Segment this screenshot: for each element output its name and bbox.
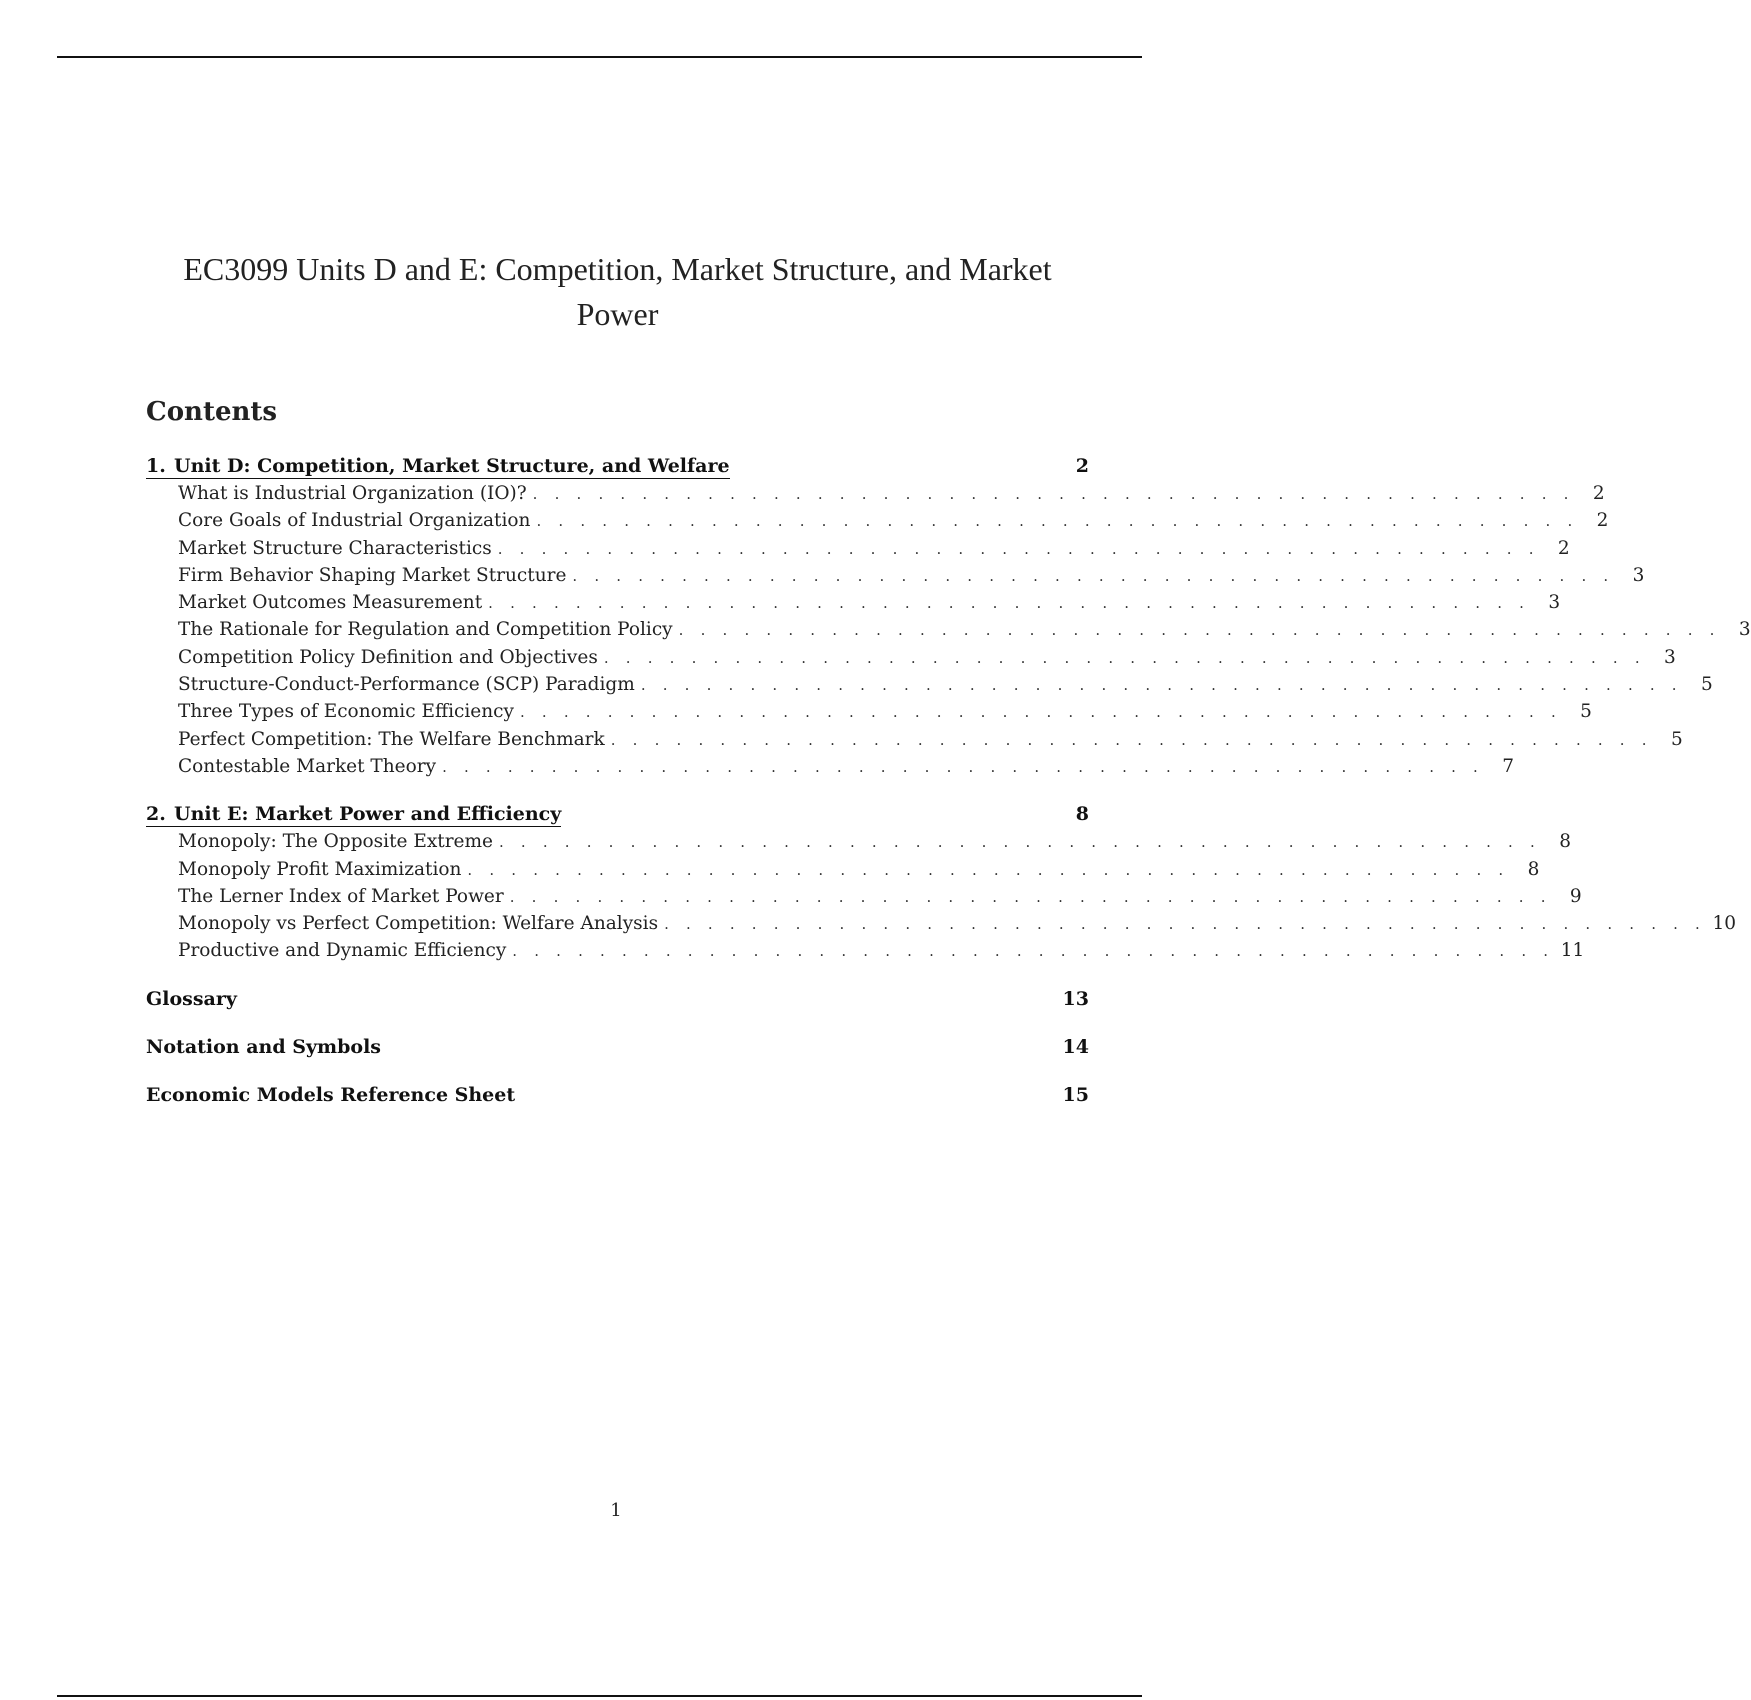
toc-item-title: Productive and Dynamic Efficiency	[178, 940, 507, 962]
document-title: EC3099 Units D and E: Competition, Market Structure, and Market Power	[183, 251, 1052, 333]
toc-glossary[interactable]	[146, 986, 1089, 1013]
toc-section-title: Unit D: Competition, Market Structure, and Welfare	[174, 455, 730, 477]
toc-item-page: 5	[1580, 701, 1592, 723]
toc-section-number: 2.	[146, 803, 166, 826]
toc-section-label	[146, 802, 561, 827]
toc-item-title: Core Goals of Industrial Organization	[178, 510, 531, 532]
toc-item[interactable]	[146, 480, 1605, 507]
toc-section-unit-e-items	[146, 828, 1737, 964]
toc-dot-leader: . . . . . . . . . . . . . . . . . . . . . . . . . . . . . . . . . . . . . . . . . . . . . . . .	[572, 566, 1615, 585]
toc-item-page: 3	[1548, 592, 1561, 614]
toc-item[interactable]	[146, 616, 1751, 643]
toc-section-page: 8	[1075, 803, 1089, 826]
toc-item-title: Market Structure Characteristics	[178, 537, 492, 559]
toc-dot-leader: . . . . . . . . . . . . . . . . . . . . . . . . . . . . . . . . . . . . . . . . . . . . . . . .	[488, 594, 1531, 613]
toc-glossary-title: Glossary	[146, 987, 237, 1010]
toc-reference-sheet[interactable]	[146, 1082, 1089, 1109]
contents-heading: Contents	[146, 397, 278, 427]
toc-item-title: Competition Policy Definition and Objectives	[178, 646, 598, 668]
toc-item[interactable]	[146, 883, 1582, 910]
top-rule	[57, 56, 1142, 58]
toc-dot-leader: . . . . . . . . . . . . . . . . . . . . . . . . . . . . . . . . . . . . . . . . . . . . . . . .	[640, 676, 1683, 695]
toc-item[interactable]	[146, 856, 1540, 883]
toc-item-page: 5	[1670, 728, 1683, 750]
toc-section-unit-d-items	[146, 480, 1751, 780]
toc-item-page: 2	[1592, 483, 1605, 504]
toc-dot-leader: . . . . . . . . . . . . . . . . . . . . . . . . . . . . . . . . . . . . . . . . . . . . . . . .	[519, 703, 1562, 722]
toc-reference-title: Economic Models Reference Sheet	[146, 1083, 516, 1106]
toc-item-page: 5	[1701, 674, 1713, 696]
toc-item[interactable]	[146, 910, 1737, 937]
toc-item-title: The Rationale for Regulation and Competition Policy	[178, 619, 673, 641]
toc-item-title: Perfect Competition: The Welfare Benchmark	[178, 728, 605, 750]
bottom-rule	[57, 1695, 1142, 1697]
toc-item[interactable]	[146, 937, 1585, 964]
toc-dot-leader: . . . . . . . . . . . . . . . . . . . . . . . . . . . . . . . . . . . . . . . . . . . . . . . .	[603, 648, 1646, 667]
toc-section-title: Unit E: Market Power and Efficiency	[174, 803, 562, 826]
toc-section-label	[146, 454, 730, 479]
toc-item-title: Market Outcomes Measurement	[178, 592, 483, 614]
toc-item-page: 10	[1712, 913, 1737, 935]
toc-item[interactable]	[146, 753, 1515, 780]
toc-dot-leader: . . . . . . . . . . . . . . . . . . . . . . . . . . . . . . . . . . . . . . . . . . . . . . . .	[678, 621, 1721, 640]
toc-item-title: Monopoly Profit Maximization	[178, 858, 462, 880]
toc-item-page: 9	[1569, 885, 1582, 907]
toc-item-title: Contestable Market Theory	[178, 755, 437, 777]
toc-dot-leader: . . . . . . . . . . . . . . . . . . . . . . . . . . . . . . . . . . . . . . . . . . . . . . . .	[499, 833, 1541, 852]
toc-glossary-page: 13	[1062, 987, 1089, 1010]
toc-item[interactable]	[146, 562, 1645, 589]
toc-item[interactable]	[146, 698, 1592, 725]
toc-section-unit-d[interactable]	[146, 453, 1089, 480]
toc-item-page: 7	[1502, 755, 1515, 777]
toc-item-title: Three Types of Economic Efficiency	[178, 701, 514, 723]
toc-dot-leader: . . . . . . . . . . . . . . . . . . . . . . . . . . . . . . . . . . . . . . . . . . . . . . . .	[664, 915, 1707, 934]
toc-item-title: The Lerner Index of Market Power	[178, 885, 504, 907]
toc-section-page: 2	[1075, 455, 1089, 477]
toc-section-unit-e[interactable]	[146, 801, 1089, 828]
toc-dot-leader: . . . . . . . . . . . . . . . . . . . . . . . . . . . . . . . . . . . . . . . . . . . . . . . .	[536, 512, 1579, 531]
toc-item[interactable]	[146, 589, 1561, 616]
toc-dot-leader: . . . . . . . . . . . . . . . . . . . . . . . . . . . . . . . . . . . . . . . . . . . . . . . .	[442, 757, 1485, 776]
toc-dot-leader: . . . . . . . . . . . . . . . . . . . . . . . . . . . . . . . . . . . . . . . . . . . . . . . .	[467, 860, 1510, 879]
toc-item-page: 2	[1557, 537, 1570, 559]
toc-item[interactable]	[146, 726, 1683, 753]
toc-section-number: 1.	[146, 455, 166, 477]
toc-dot-leader: . . . . . . . . . . . . . . . . . . . . . . . . . . . . . . . . . . . . . . . . . . . . . . . .	[509, 887, 1552, 906]
toc-reference-page: 15	[1062, 1083, 1089, 1106]
toc-item-page: 11	[1560, 940, 1585, 962]
toc-item-page: 3	[1632, 564, 1645, 586]
toc-item-page: 3	[1664, 646, 1676, 668]
toc-item-page: 8	[1559, 831, 1571, 853]
toc-item[interactable]	[146, 671, 1713, 698]
toc-item[interactable]	[146, 828, 1571, 855]
toc-item-title: Monopoly vs Perfect Competition: Welfare Analysis	[178, 913, 659, 935]
toc-item-title: Structure-Conduct-Performance (SCP) Paradigm	[178, 674, 635, 696]
toc-notation-page: 14	[1062, 1035, 1089, 1058]
toc-notation-title: Notation and Symbols	[146, 1035, 381, 1058]
toc-item-title: What is Industrial Organization (IO)?	[178, 483, 527, 504]
toc-item[interactable]	[146, 644, 1676, 671]
toc-item-page: 2	[1596, 510, 1609, 532]
toc-item[interactable]	[146, 507, 1609, 534]
toc-item-page: 8	[1527, 858, 1540, 880]
page-number: 1	[610, 1500, 622, 1521]
toc-item-title: Firm Behavior Shaping Market Structure	[178, 564, 567, 586]
toc-dot-leader: . . . . . . . . . . . . . . . . . . . . . . . . . . . . . . . . . . . . . . . . . . . . . . . .	[610, 730, 1653, 749]
toc-item-title: Monopoly: The Opposite Extreme	[178, 831, 493, 853]
toc-dot-leader: . . . . . . . . . . . . . . . . . . . . . . . . . . . . . . . . . . . . . . . . . . . . . . . .	[532, 485, 1575, 503]
toc-item-page: 3	[1738, 619, 1751, 641]
toc-dot-leader: . . . . . . . . . . . . . . . . . . . . . . . . . . . . . . . . . . . . . . . . . . . . . . . .	[512, 942, 1555, 961]
toc-dot-leader: . . . . . . . . . . . . . . . . . . . . . . . . . . . . . . . . . . . . . . . . . . . . . . . .	[497, 539, 1540, 558]
table-of-contents	[146, 453, 1751, 1109]
toc-notation[interactable]	[146, 1034, 1089, 1061]
toc-item[interactable]	[146, 535, 1570, 562]
